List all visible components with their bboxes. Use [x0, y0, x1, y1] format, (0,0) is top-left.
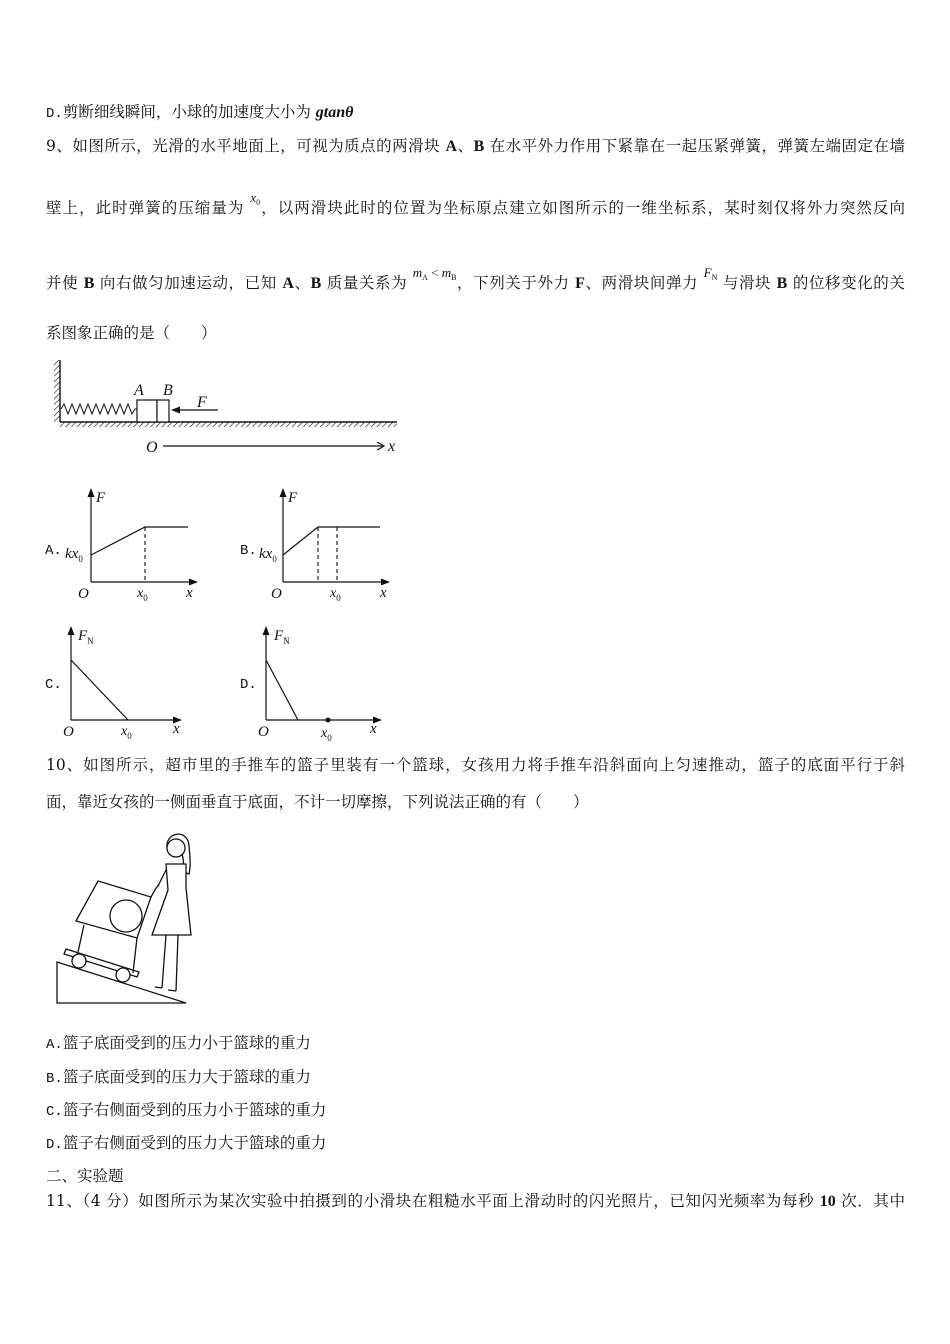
axis-var: F: [274, 628, 284, 644]
text-segment: 质量关系为: [326, 274, 408, 292]
y-axis-label: F: [96, 490, 106, 506]
bold-a: A: [282, 275, 294, 292]
axis-sub: N: [283, 636, 290, 646]
y-axis-arrow: [68, 626, 75, 635]
cart-frame-rear: [78, 925, 84, 952]
girl-leg-left: [162, 935, 166, 988]
option-text: 篮子底面受到的压力小于篮球的重力: [62, 1034, 311, 1052]
girl-foot-left: [155, 987, 162, 988]
text-segment: 9、如图所示，光滑的水平地面上，可视为质点的两滑块: [46, 137, 441, 155]
math-sub: N: [711, 273, 718, 282]
text-segment: 系图象正确的是（ ）: [46, 324, 217, 342]
bold-b: B: [83, 275, 95, 292]
x-axis-label: x: [388, 438, 396, 455]
bold-b: B: [776, 275, 788, 292]
force-label: F: [197, 394, 207, 411]
option-label: C.: [46, 1104, 63, 1120]
girl-leg-right: [176, 935, 178, 991]
cart-wheel-front: [116, 968, 130, 982]
text-segment: 的位移变化的关: [792, 274, 905, 292]
option-text: 篮子右侧面受到的压力大于篮球的重力: [62, 1134, 327, 1152]
origin-label: O: [63, 724, 74, 740]
origin-label: O: [258, 724, 269, 740]
bold-a: A: [445, 138, 458, 155]
graph-option-a: [45, 488, 198, 603]
math-var: F: [703, 265, 712, 280]
bold-f: F: [575, 275, 585, 292]
y-axis-label: [77, 628, 94, 646]
tick-sub: 0: [336, 593, 341, 603]
text-segment: ，下列关于外力: [456, 274, 570, 292]
text-segment: 向右做匀加速运动，已知: [99, 274, 277, 292]
text-segment: 壁上，此时弹簧的压缩量为: [46, 199, 245, 217]
cart-handle: [151, 885, 159, 897]
block-a: [137, 400, 157, 422]
x-tick-label: [329, 586, 341, 603]
wall-hatching: [54, 360, 60, 422]
graph-option-label: B.: [240, 543, 257, 559]
basketball: [110, 900, 142, 932]
girl-dress: [152, 864, 191, 935]
tick-sub: 0: [78, 554, 83, 564]
math-sub: A: [422, 273, 428, 282]
text-segment: 11、（4 分）如图所示为某次实验中拍摄到的小滑块在粗糙水平面上滑动时的闪光照片，已知闪光频率为每秒: [46, 1192, 815, 1210]
x-tick-label: [120, 724, 132, 741]
x-axis-label: x: [380, 585, 387, 601]
cart-frame: [133, 938, 137, 973]
x-tick-label: [136, 586, 148, 603]
y-axis-arrow: [88, 488, 95, 497]
tick-sub: 0: [143, 593, 148, 603]
block-b: [157, 400, 169, 422]
text-segment: ，以两滑块此时的位置为坐标原点建立如图所示的一维坐标系，某时刻仅将外力突然反向: [260, 199, 905, 217]
math-var: x: [250, 190, 257, 205]
option-label: A.: [46, 1037, 63, 1053]
math-var: m: [412, 265, 423, 280]
spring: [61, 404, 137, 414]
graph-curve: [283, 527, 380, 555]
graph-option-label: D.: [240, 677, 257, 693]
text-segment: 在水平外力作用下紧靠在一起压紧弹簧，弹簧左端固定在墙: [489, 137, 905, 155]
option-text: 篮子右侧面受到的压力小于篮球的重力: [62, 1101, 327, 1119]
y-tick-label: [65, 546, 83, 564]
cart-wheel-rear: [72, 954, 86, 968]
text-segment: 、两滑块间弹力: [584, 274, 699, 292]
x-axis-label: x: [370, 721, 377, 737]
graph-option-label: C.: [45, 677, 62, 693]
graph-option-c: [45, 626, 182, 741]
axis-var: F: [78, 628, 88, 644]
axis-sub: N: [87, 636, 94, 646]
tick-sub: 0: [127, 731, 132, 741]
y-tick-label: [259, 546, 277, 564]
x-axis-label: x: [186, 585, 193, 601]
y-axis-arrow: [263, 626, 270, 635]
tick-sub: 0: [272, 554, 277, 564]
tick-var: x: [330, 586, 337, 601]
tick-var: x: [321, 726, 328, 741]
origin-label: O: [146, 439, 158, 456]
bold-number: 10: [819, 1193, 836, 1210]
y-axis-label: [273, 628, 290, 646]
math-sub: B: [451, 273, 457, 282]
x-axis-label: x: [173, 721, 180, 737]
block-b-label: B: [163, 382, 173, 399]
option-label: D.: [46, 1137, 63, 1153]
text-segment: 10、如图所示，超市里的手推车的篮子里装有一个篮球，女孩用力将手推车沿斜面向上匀速推动，篮子的底面平行于斜: [46, 756, 905, 774]
spring-blocks-figure: [54, 360, 397, 456]
bold-b: B: [310, 275, 322, 292]
origin-label: O: [78, 586, 89, 602]
bold-b: B: [473, 138, 485, 155]
ground-hatching: [60, 422, 397, 427]
option-label: B.: [46, 1071, 63, 1087]
math-op: <: [431, 265, 439, 280]
text-segment: 面，靠近女孩的一侧面垂直于底面，不计一切摩擦，下列说法正确的有（ ）: [46, 793, 589, 811]
block-a-label: A: [134, 382, 144, 399]
section-title: 二、实验题: [46, 1167, 124, 1185]
tick-sub: 0: [327, 733, 332, 743]
math-gtan-theta: gtanθ: [315, 104, 354, 121]
force-arrow-head: [171, 407, 180, 414]
text-segment: 、: [457, 137, 474, 155]
text-segment: 次．其中: [841, 1192, 905, 1210]
y-axis-label: F: [288, 490, 298, 506]
text-segment: 与滑块: [722, 274, 772, 292]
origin-label: O: [271, 586, 282, 602]
graph-curve: [91, 527, 188, 555]
graph-curve: [266, 660, 298, 720]
graph-option-d: [240, 626, 382, 743]
tick-var: x: [137, 586, 144, 601]
option-text: 篮子底面受到的压力大于篮球的重力: [62, 1068, 311, 1086]
text-segment: 并使: [46, 274, 79, 292]
math-sub: 0: [256, 198, 261, 207]
graph-option-label: A.: [45, 543, 62, 559]
option-text: 剪断细线瞬间，小球的加速度大小为: [62, 103, 311, 121]
tick-var: x: [121, 724, 128, 739]
graph-curve: [71, 660, 128, 720]
x-tick-label: [320, 726, 332, 743]
option-label: D.: [46, 106, 63, 122]
text-segment: 、: [293, 274, 311, 292]
girl-head: [167, 839, 185, 857]
cart-girl-figure: [57, 834, 191, 1003]
math-var: m: [441, 265, 452, 280]
tick-var: kx: [259, 546, 273, 562]
y-axis-arrow: [280, 488, 287, 497]
tick-var: kx: [65, 546, 79, 562]
graph-option-b: [240, 488, 390, 603]
girl-foot-right: [168, 990, 176, 991]
x0-point: [326, 718, 331, 723]
